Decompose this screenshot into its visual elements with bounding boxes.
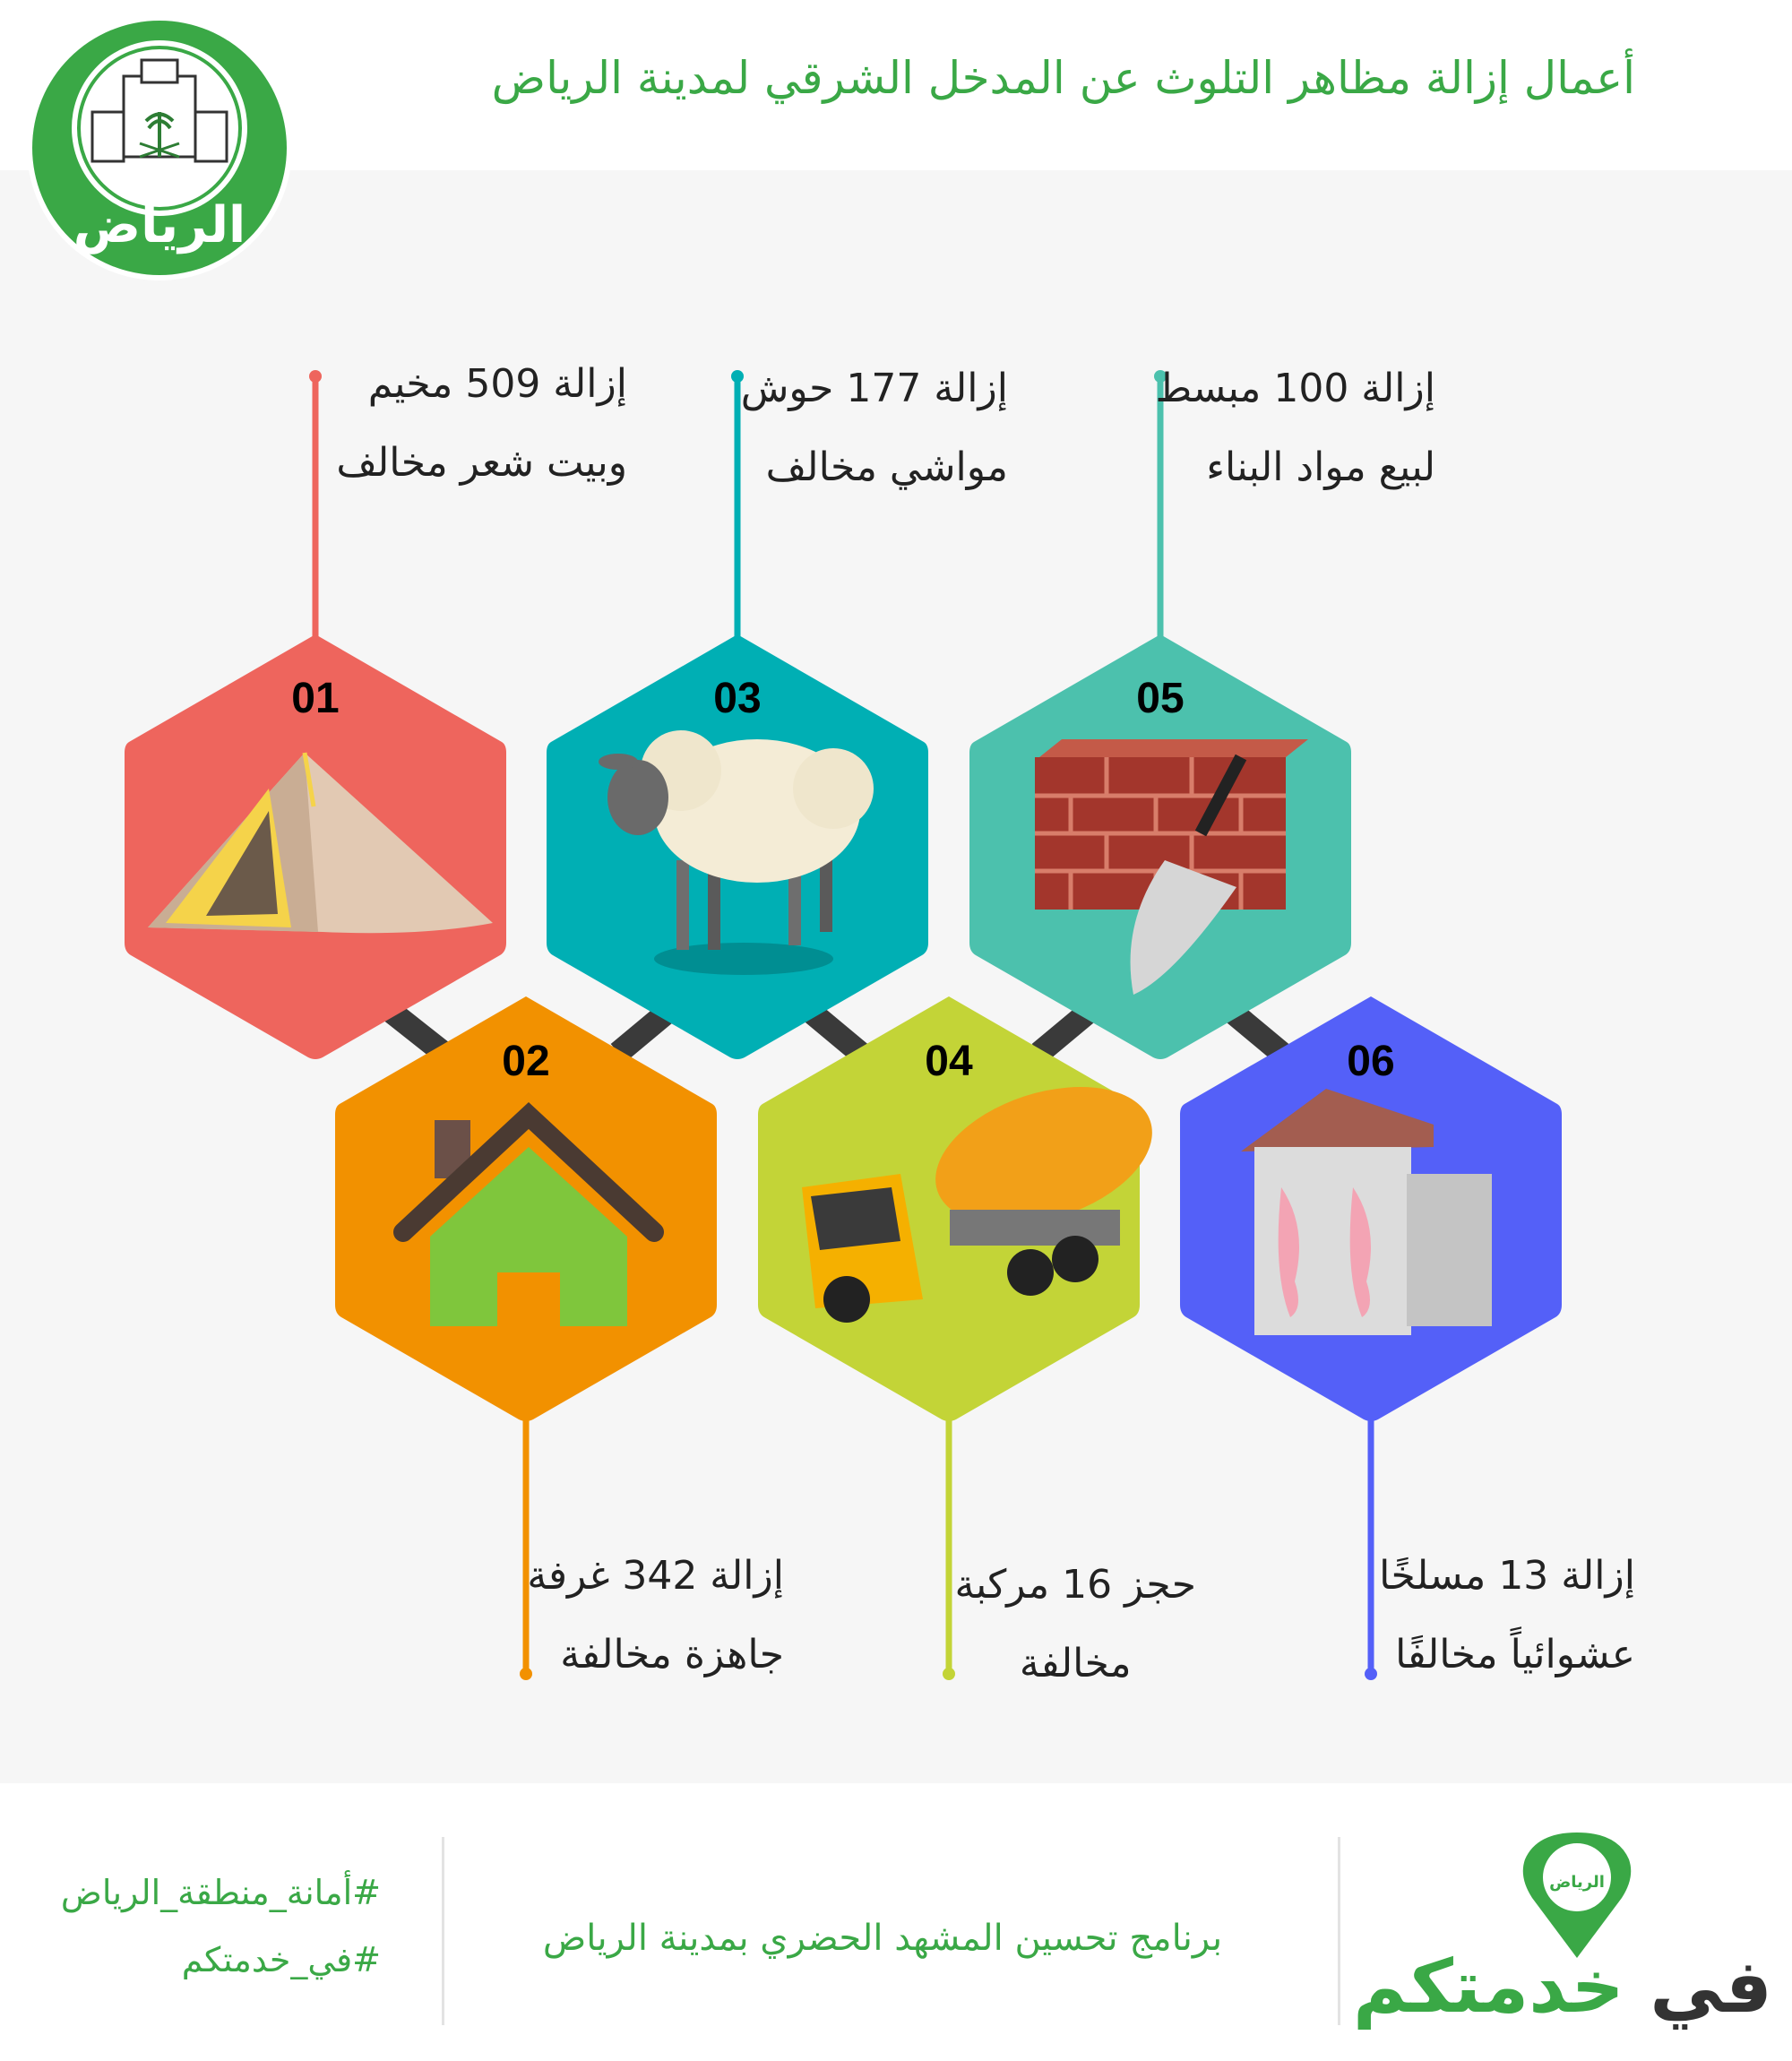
number-04: 04: [925, 1038, 973, 1085]
footer-divider-left: [442, 1837, 444, 2025]
label-04-line1: حجز 16 مركبة: [954, 1562, 1196, 1608]
location-pin-icon: [1514, 1828, 1640, 1962]
label-03: [741, 349, 1008, 507]
label-01: [336, 345, 627, 503]
dot-04: [943, 1668, 955, 1680]
label-03-line2: مواشي مخالف: [765, 444, 1008, 490]
label-01-line1: إزالة 509 مخيم: [367, 361, 627, 407]
number-03: 03: [713, 675, 762, 722]
fi-khidmatikum-logo: [1353, 1945, 1772, 2030]
label-02-line1: إزالة 342 غرفة: [527, 1553, 784, 1599]
number-01: 01: [291, 675, 340, 722]
label-06: [1379, 1537, 1635, 1695]
label-04-line2: مخالفة: [1019, 1641, 1132, 1686]
dot-06: [1365, 1668, 1377, 1680]
brand-fi: في: [1650, 1945, 1772, 2030]
number-06: 06: [1347, 1038, 1395, 1085]
label-02-line2: جاهزة مخالفة: [560, 1632, 784, 1677]
label-06-line2: عشوائياً مخالفًا: [1395, 1632, 1635, 1677]
label-05: [1155, 349, 1435, 507]
label-06-line1: إزالة 13 مسلخًا: [1379, 1553, 1635, 1599]
label-03-line1: إزالة 177 حوش: [740, 366, 1008, 411]
number-05: 05: [1136, 675, 1185, 722]
label-04: [954, 1546, 1196, 1703]
pin-label: الرياض: [1549, 1873, 1605, 1892]
footer-program-text: برنامج تحسين المشهد الحضري بمدينة الرياض: [542, 1918, 1223, 1959]
footer-divider-right: [1338, 1837, 1340, 2025]
logo-text: الرياض: [73, 196, 246, 254]
label-05-line1: إزالة 100 مبسط: [1155, 366, 1435, 411]
number-02: 02: [502, 1038, 550, 1085]
dot-01: [309, 370, 322, 383]
label-05-line2: لبيع مواد البناء: [1206, 444, 1435, 490]
hashtag-amanah[interactable]: #أمانة_منطقة_الرياض: [60, 1873, 381, 1912]
page-title: أعمال إزالة مظاهر التلوث عن المدخل الشرقي لمدينة الرياض: [491, 52, 1635, 104]
brand-khidmatikum: خدمتكم: [1353, 1945, 1624, 2030]
hashtag-fi-khidmatikum[interactable]: #في_خدمتكم: [181, 1940, 381, 1979]
label-02: [527, 1537, 784, 1695]
label-01-line2: وبيت شعر مخالف: [336, 440, 627, 486]
